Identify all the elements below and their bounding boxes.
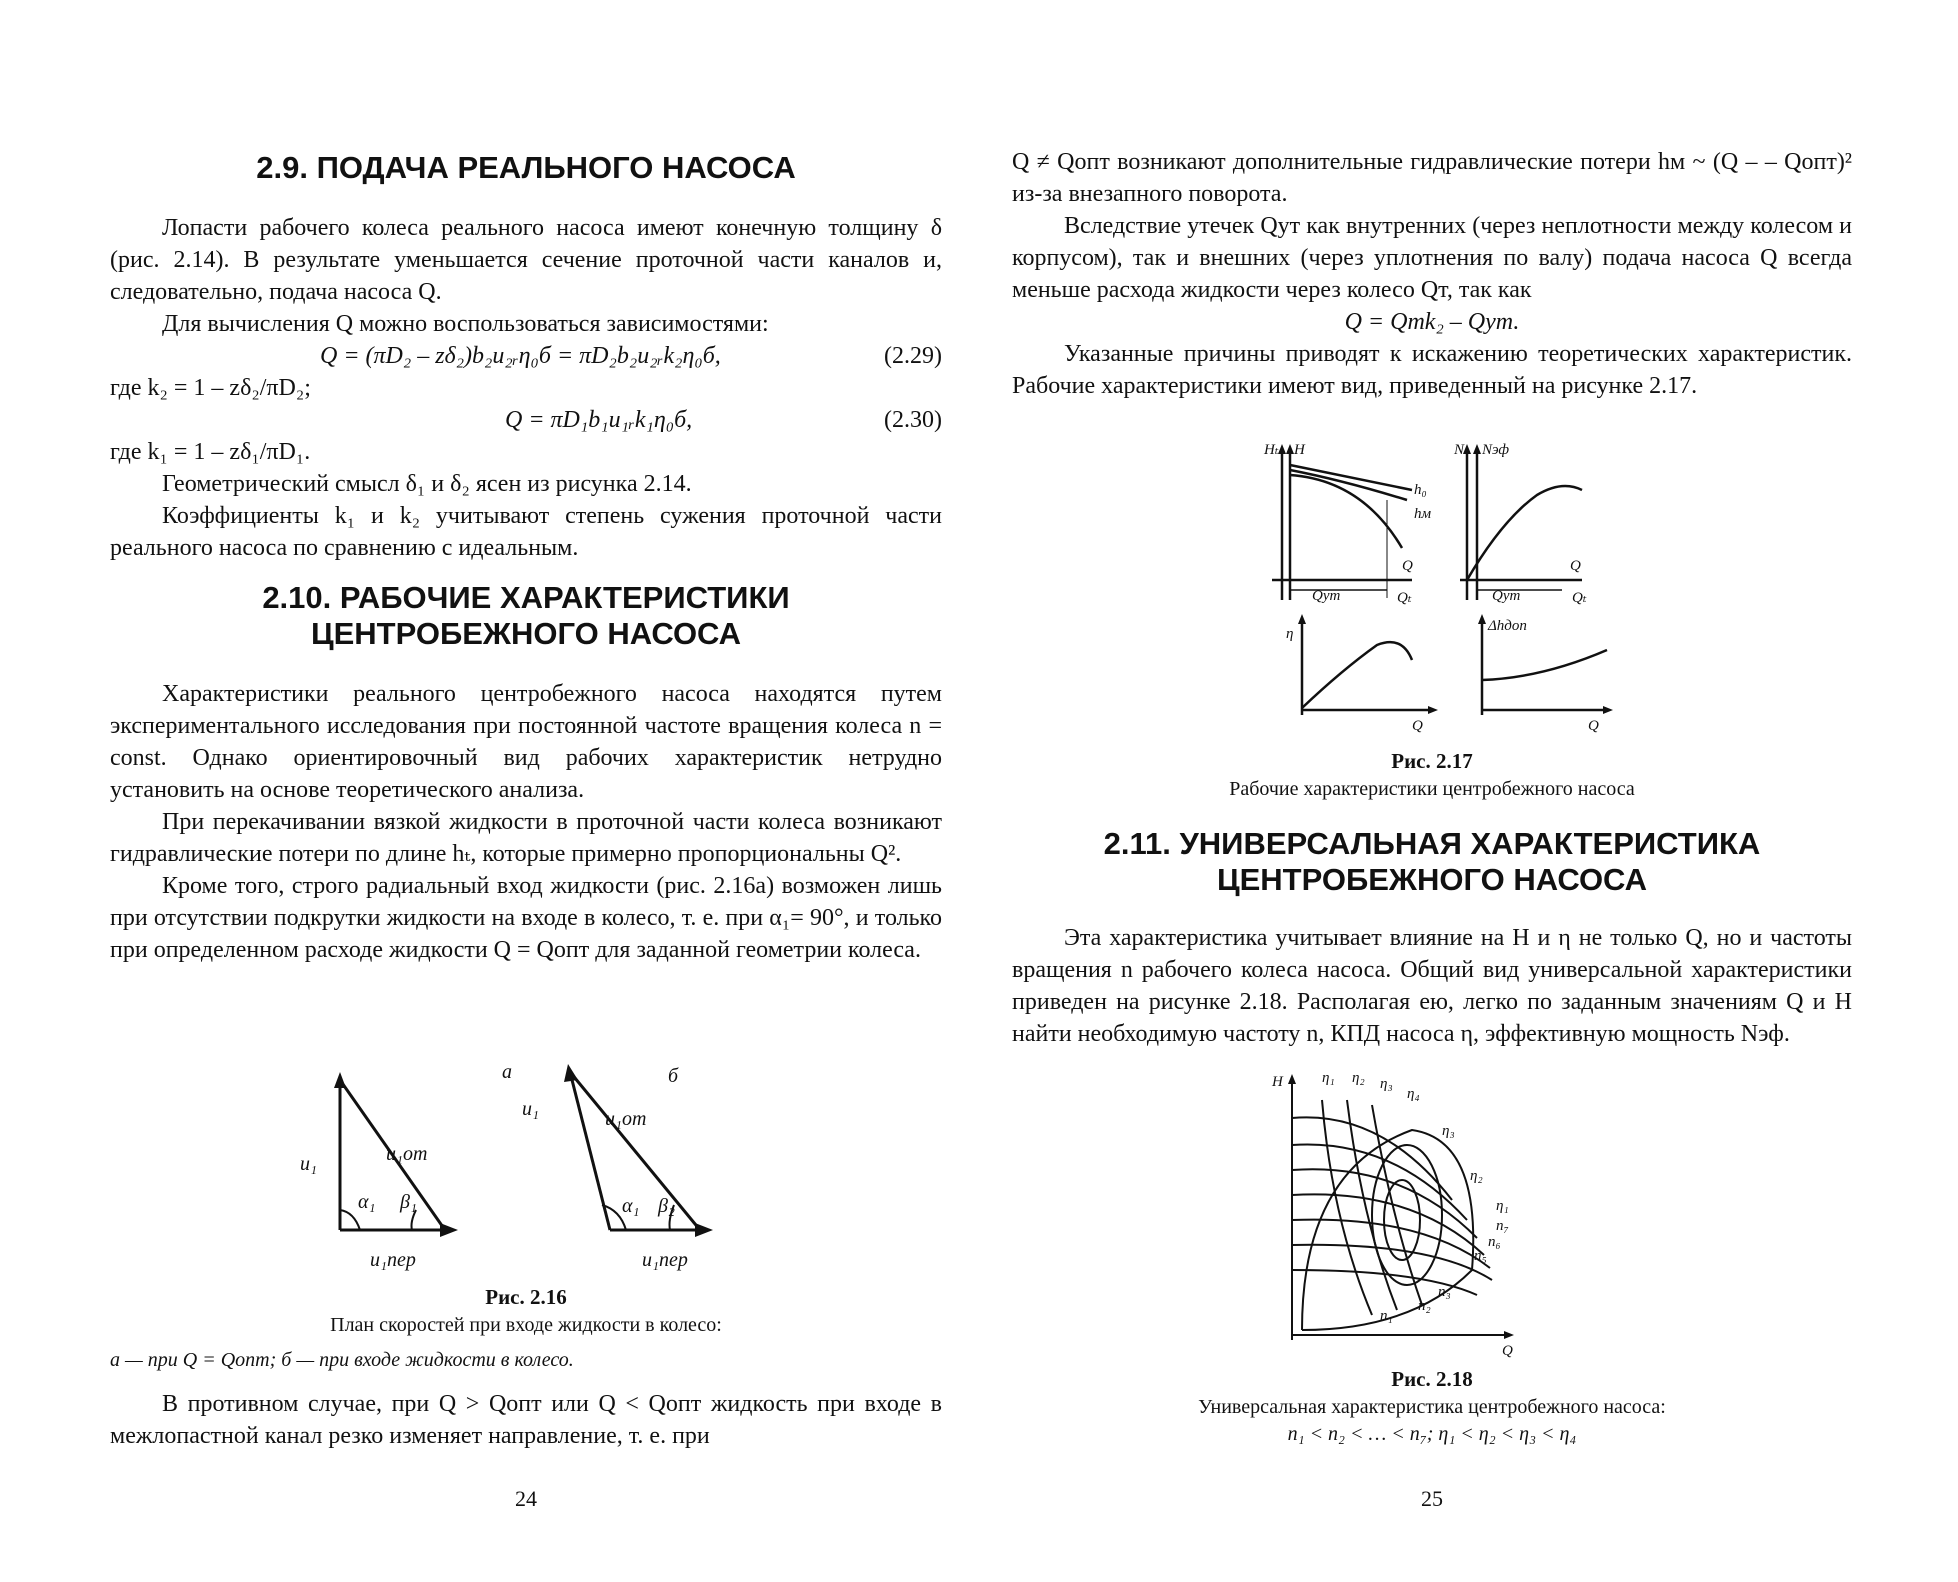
- fig-label: η₃: [1380, 1076, 1393, 1092]
- fig-label: η₄: [1407, 1086, 1420, 1102]
- fig-label: α₁: [622, 1195, 640, 1217]
- paragraph: Вследствие утечек Qут как внутренних (через неплотности между колесом и корпусом), так и внешних (через уплотнения по валу) подача насоса Q всегда меньше расхода жидкости через колесо Qт, так как: [1012, 213, 1852, 303]
- figure-2-17: [1262, 440, 1642, 734]
- formula-number: (2.29): [884, 343, 942, 369]
- fig-label: Qут: [1492, 588, 1521, 604]
- figure-caption-title: Рис. 2.17: [1391, 749, 1473, 773]
- paragraph: Кроме того, строго радиальный вход жидкости (рис. 2.16а) возможен лишь при отсутствии подкрутки жидкости на входе в колесо, т. е. при α₁= 90°, и только при определенном расходе жидкости Q = Qопт для заданной геометрии колеса.: [110, 873, 942, 963]
- fig-label: N: [1454, 442, 1465, 458]
- figure-2-18: [1262, 1070, 1622, 1359]
- figure-caption: План скоростей при входе жидкости в колесо:: [330, 1314, 722, 1336]
- formula-text: Q = (πD₂ – zδ₂)b₂u₂ᵣη₀б = πD₂b₂u₂ᵣk₂η₀б,: [320, 343, 721, 369]
- paragraph: Коэффициенты k₁ и k₂ учитывают степень сужения проточной части реального насоса по сравнению с идеальным.: [110, 503, 942, 561]
- fig-label: n₂: [1418, 1298, 1431, 1314]
- fig-label: η₂: [1352, 1070, 1365, 1086]
- paragraph: Геометрический смысл δ₁ и δ₂ ясен из рисунка 2.14.: [162, 471, 692, 497]
- fig-label: u₁от: [386, 1143, 428, 1165]
- fig-label: η₂: [1470, 1168, 1483, 1184]
- fig-label: h₀: [1414, 482, 1427, 498]
- fig-label: H: [1294, 442, 1305, 458]
- section-heading-2-11-line1: 2.11. УНИВЕРСАЛЬНАЯ ХАРАКТЕРИСТИКА: [1103, 826, 1761, 861]
- figure-caption: Универсальная характеристика центробежного насоса:: [1198, 1396, 1666, 1418]
- fig-label: Q: [1570, 558, 1581, 574]
- fig-label: u₁от: [605, 1108, 647, 1130]
- figure-caption-title: Рис. 2.16: [485, 1285, 567, 1309]
- fig-label: η₁: [1322, 1070, 1335, 1086]
- figure-caption: Рабочие характеристики центробежного насоса: [1229, 778, 1635, 800]
- fig-label: Hₜ: [1264, 442, 1279, 458]
- formula-2-30: [110, 404, 942, 436]
- figure-2-16: [270, 1060, 850, 1280]
- section-heading-2-9: 2.9. ПОДАЧА РЕАЛЬНОГО НАСОСА: [256, 150, 796, 185]
- paragraph: Характеристики реального центробежного насоса находятся путем экспериментального исследования при постоянной частоте вращения колеса n = const. Однако ориентировочный вид рабочих характеристик нетрудно установить на основе теоретического анализа.: [110, 681, 942, 803]
- fig-label: η₁: [1496, 1198, 1509, 1214]
- paragraph: Лопасти рабочего колеса реального насоса имеют конечную толщину δ (рис. 2.14). В результате уменьшается сечение проточной части каналов и, следовательно, подача насоса Q.: [110, 215, 942, 305]
- paragraph: При перекачивании вязкой жидкости в проточной части колеса возникают гидравлические потери по длине hₜ, которые примерно пропорциональны Q².: [110, 809, 942, 867]
- right-page: [1012, 0, 1852, 1582]
- fig-label: б: [668, 1065, 679, 1087]
- figure-caption-title: Рис. 2.18: [1391, 1367, 1473, 1391]
- fig-label: β₁: [400, 1191, 417, 1213]
- fig-label: n₇: [1496, 1218, 1509, 1234]
- section-heading-2-11-line2: ЦЕНТРОБЕЖНОГО НАСОСА: [1216, 862, 1648, 897]
- fig-label: n₆: [1488, 1234, 1501, 1250]
- paragraph: В противном случае, при Q > Qопт или Q < Qопт жидкость при входе в межлопастной канал резко изменяет направление, т. е. при: [110, 1391, 942, 1449]
- fig-label: u₁: [300, 1153, 317, 1175]
- fig-label: η₃: [1442, 1123, 1455, 1139]
- fig-label: η: [1286, 626, 1294, 642]
- fig-label: Δhдоп: [1488, 618, 1527, 634]
- fig-label: u₁пер: [642, 1249, 688, 1271]
- section-heading-2-10-line1: 2.10. РАБОЧИЕ ХАРАКТЕРИСТИКИ: [262, 580, 790, 615]
- paragraph: Q ≠ Qопт возникают дополнительные гидравлические потери hм ~ (Q – – Qопт)² из-за внезапного поворота.: [1012, 149, 1852, 207]
- figure-caption-legend: n₁ < n₂ < … < n₇; η₁ < η₂ < η₃ < η₄: [1287, 1423, 1577, 1445]
- left-page: [110, 0, 942, 1582]
- fig-label: n₅: [1474, 1248, 1487, 1264]
- fig-label: u₁: [522, 1098, 539, 1120]
- formula-text: Q = πD₁b₁u₁ᵣk₁η₀б,: [505, 407, 693, 433]
- fig-label: n₁: [1380, 1308, 1393, 1324]
- fig-label: α₁: [358, 1191, 376, 1213]
- fig-label: hм: [1414, 506, 1432, 522]
- fig-label: β₂: [658, 1195, 675, 1217]
- fig-label: Qₜ: [1397, 590, 1412, 606]
- paragraph: Эта характеристика учитывает влияние на H и η не только Q, но и частоты вращения n рабочего колеса насоса. Общий вид универсальной характеристики приведен на рисунке 2.18. Располагая ею, легко по заданным значениям Q и H найти необходимую частоту n, КПД насоса η, эффективную мощность Nэф.: [1012, 925, 1852, 1047]
- fig-label: Q: [1588, 718, 1599, 734]
- fig-label: Q: [1502, 1343, 1513, 1359]
- formula: Q = Qтk₂ – Qут.: [1344, 309, 1520, 335]
- fig-label: а: [502, 1061, 512, 1083]
- page-number: 24: [515, 1486, 537, 1511]
- section-heading-2-10-line2: ЦЕНТРОБЕЖНОГО НАСОСА: [310, 616, 742, 651]
- formula-where: где k₁ = 1 – zδ₁/πD₁.: [110, 439, 311, 465]
- fig-label: Q: [1412, 718, 1423, 734]
- fig-label: n₃: [1438, 1284, 1451, 1300]
- fig-label: Q: [1402, 558, 1413, 574]
- formula-number: (2.30): [884, 407, 942, 433]
- fig-label: Qут: [1312, 588, 1341, 604]
- formula-2-29: [110, 340, 942, 372]
- fig-label: H: [1272, 1074, 1283, 1090]
- fig-label: u₁пер: [370, 1249, 416, 1271]
- fig-label: Qₜ: [1572, 590, 1587, 606]
- page-number: 25: [1421, 1486, 1443, 1511]
- paragraph: Для вычисления Q можно воспользоваться зависимостями:: [162, 311, 769, 337]
- paragraph: Указанные причины приводят к искажению теоретических характеристик. Рабочие характеристики имеют вид, приведенный на рисунке 2.17.: [1012, 341, 1852, 399]
- formula-where: где k₂ = 1 – zδ₂/πD₂;: [110, 375, 311, 401]
- fig-label: Nэф: [1482, 442, 1510, 458]
- figure-caption-legend: а — при Q = Qопт; б — при входе жидкости в колесо.: [110, 1349, 574, 1371]
